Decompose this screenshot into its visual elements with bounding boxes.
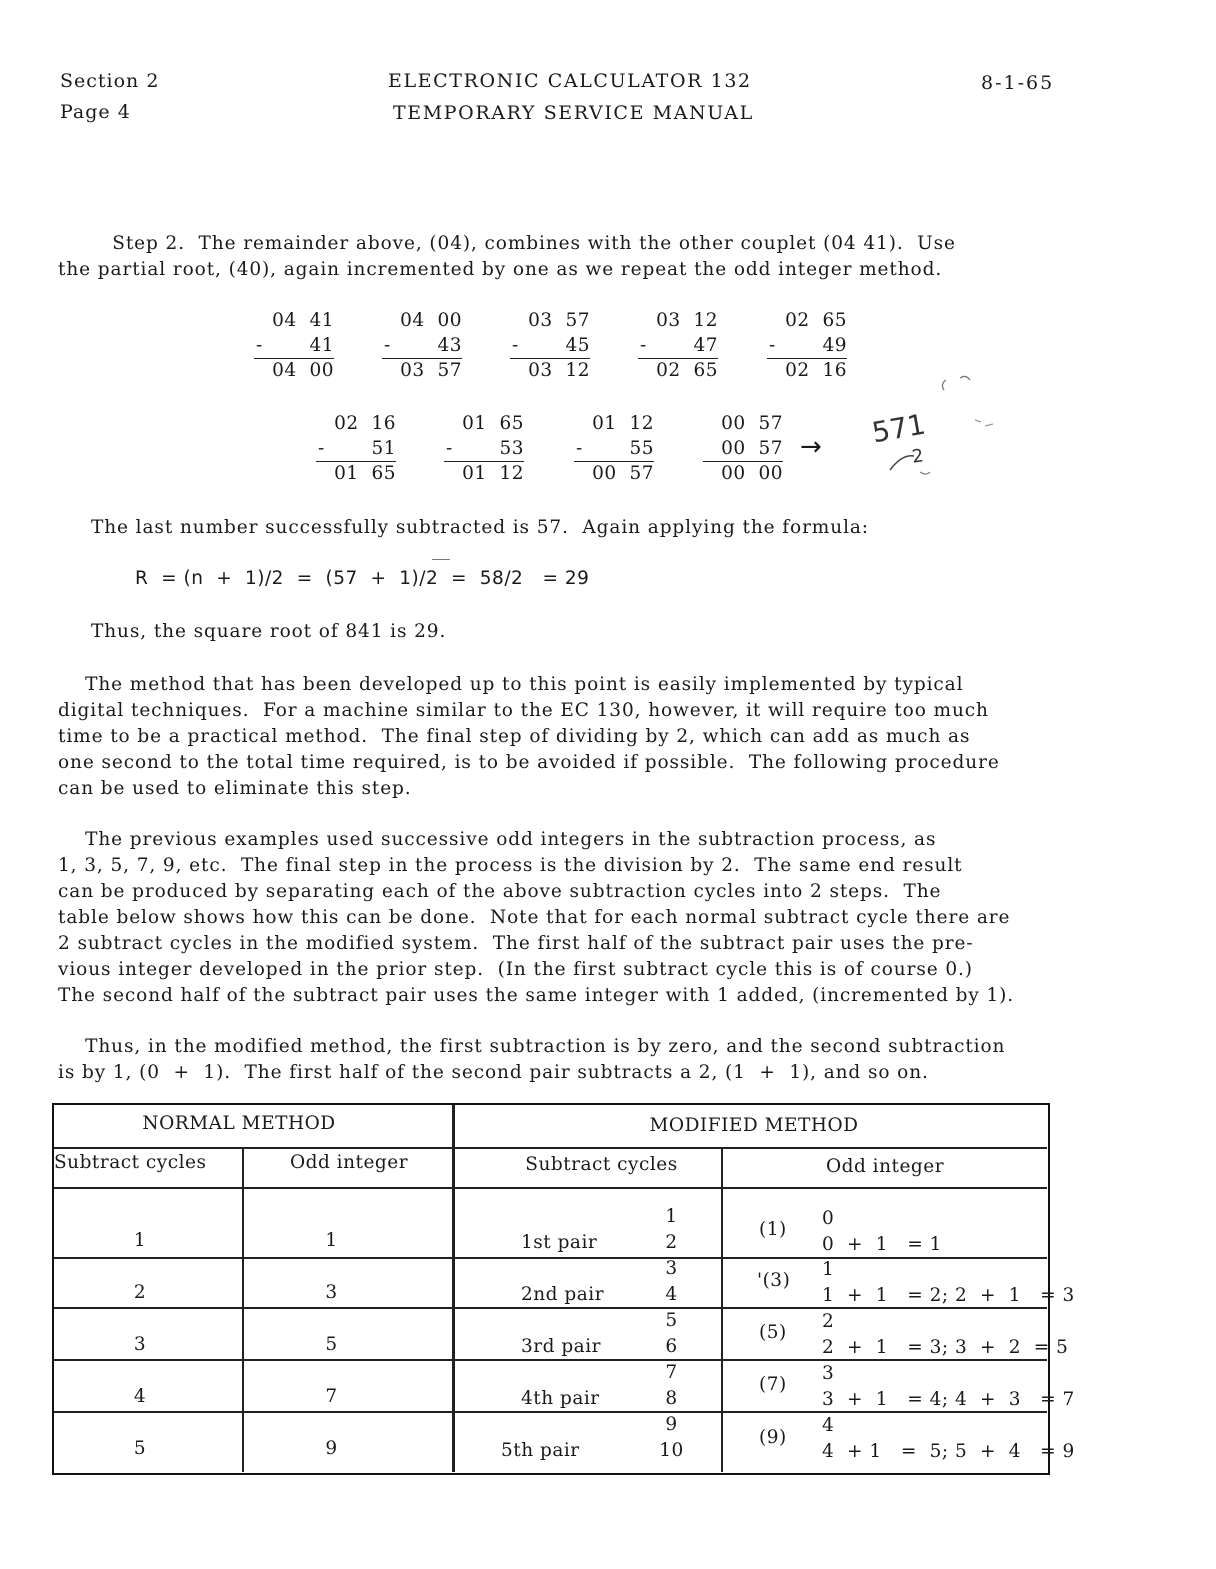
document-date: 8-1-65	[981, 72, 1055, 94]
cell-odd-line2: 4 + 1 = 5; 5 + 4 = 9	[822, 1441, 1075, 1462]
paragraph-line: 2 subtract cycles in the modified system. The first half of the subtract pair uses the pre-	[58, 933, 974, 954]
calc-result: 04 00	[272, 360, 334, 381]
minus-sign: -	[576, 438, 583, 459]
cell-normal-cycle: 1	[133, 1230, 147, 1251]
cell-cycle-number: 7	[665, 1362, 678, 1383]
minus-sign: -	[512, 335, 519, 356]
cell-normal-cycle: 5	[133, 1438, 147, 1459]
method-comparison-table	[52, 1103, 1075, 1475]
minus-sign: -	[769, 335, 776, 356]
handwritten-scribbles	[880, 370, 1000, 490]
calc-subtrahend: 41	[309, 335, 334, 356]
cell-cycle-number: 5	[665, 1310, 678, 1331]
table-divider	[54, 1257, 1047, 1259]
calc-subtrahend: 55	[629, 438, 654, 459]
cell-odd-line1: 1	[822, 1259, 835, 1280]
arrow-icon: →	[800, 432, 822, 462]
handwritten-note-sub: 2	[910, 445, 925, 468]
paragraph-line: vious integer developed in the prior step. (In the first subtract cycle this is of course 0.)	[58, 959, 973, 980]
cell-odd-line2: 2 + 1 = 3; 3 + 2 = 5	[822, 1337, 1069, 1358]
cell-cycle-number: 6	[665, 1336, 678, 1357]
paragraph-line: The second half of the subtract pair uses the same integer with 1 added, (incremented by 1).	[58, 985, 1015, 1006]
cell-pair-label: 4th pair	[521, 1388, 600, 1409]
paragraph-line: can be used to eliminate this step.	[58, 778, 412, 799]
paragraph-line: The method that has been developed up to this point is easily implemented by typical	[58, 674, 964, 695]
cell-odd-line2: 3 + 1 = 4; 4 + 3 = 7	[822, 1389, 1075, 1410]
minus-sign: -	[640, 335, 647, 356]
calc-minuend: 01 65	[462, 413, 524, 434]
calc-result: 02 16	[785, 360, 847, 381]
paragraph-line: can be produced by separating each of the above subtraction cycles into 2 steps. The	[58, 881, 942, 902]
calc-result: 01 65	[334, 463, 396, 484]
table-divider	[242, 1148, 244, 1472]
cell-odd-paren: '(3)	[757, 1270, 791, 1291]
calc-subtrahend: 00 57	[721, 438, 783, 459]
cell-odd-paren: (9)	[759, 1427, 787, 1448]
calc-result: 02 65	[656, 360, 718, 381]
table-divider	[721, 1148, 723, 1472]
cell-cycle-number: 2	[665, 1232, 678, 1253]
cell-cycle-number: 1	[665, 1206, 678, 1227]
modified-method-header: MODIFIED METHOD	[649, 1115, 859, 1136]
calc-minuend: 04 41	[272, 310, 334, 331]
calc-result: 01 12	[462, 463, 524, 484]
section-label: Section 2	[60, 70, 160, 92]
cell-normal-odd: 7	[325, 1386, 338, 1407]
overbar	[432, 559, 450, 560]
paragraph-line: one second to the total time required, is to be avoided if possible. The following procedure	[58, 752, 1000, 773]
col-header-odd-integer: Odd integer	[825, 1156, 945, 1177]
calc-result: 03 12	[528, 360, 590, 381]
cell-normal-odd: 9	[325, 1438, 338, 1459]
minus-sign: -	[256, 335, 263, 356]
cell-odd-line1: 4	[822, 1415, 835, 1436]
table-divider	[54, 1307, 1047, 1309]
paragraph-line: digital techniques. For a machine similar to the EC 130, however, it will require too much	[58, 700, 989, 721]
calc-minuend: 03 12	[656, 310, 718, 331]
cell-odd-line1: 2	[822, 1311, 835, 1332]
normal-method-header: NORMAL METHOD	[142, 1113, 336, 1134]
calc-subtrahend: 45	[565, 335, 590, 356]
cell-cycle-number: 9	[665, 1414, 678, 1435]
cell-pair-label: 5th pair	[501, 1440, 580, 1461]
cell-odd-paren: (7)	[759, 1374, 787, 1395]
table-divider	[54, 1411, 1047, 1413]
calc-minuend: 03 57	[528, 310, 590, 331]
document-subtitle: TEMPORARY SERVICE MANUAL	[393, 102, 754, 124]
cell-cycle-number: 10	[659, 1440, 684, 1461]
cell-pair-label: 3rd pair	[521, 1336, 601, 1357]
calc-subtrahend: 43	[437, 335, 462, 356]
step2-line1: Step 2. The remainder above, (04), combines with the other couplet (04 41). Use	[58, 233, 956, 254]
paragraph-line: is by 1, (0 + 1). The first half of the second pair subtracts a 2, (1 + 1), and so on.	[58, 1062, 929, 1083]
calc-minuend: 02 16	[334, 413, 396, 434]
minus-sign: -	[384, 335, 391, 356]
calc-subtrahend: 49	[822, 335, 847, 356]
table-divider	[54, 1359, 1047, 1361]
conclusion-text: Thus, the square root of 841 is 29.	[91, 621, 447, 642]
calc-subtrahend: 51	[371, 438, 396, 459]
calc-subtrahend: 53	[499, 438, 524, 459]
paragraph-line: table below shows how this can be done. Note that for each normal subtract cycle there are	[58, 907, 1011, 928]
cell-pair-label: 2nd pair	[521, 1284, 605, 1305]
step2-line2: the partial root, (40), again incremented by one as we repeat the odd integer method.	[58, 259, 943, 280]
handwritten-note: 571	[869, 407, 928, 450]
cell-cycle-number: 8	[665, 1388, 678, 1409]
cell-odd-line2: 1 + 1 = 2; 2 + 1 = 3	[822, 1285, 1075, 1306]
cell-normal-cycle: 2	[133, 1282, 147, 1303]
paragraph-line: The previous examples used successive odd integers in the subtraction process, as	[58, 829, 937, 850]
cell-odd-line1: 0	[822, 1208, 835, 1229]
table-divider	[54, 1187, 1047, 1189]
calc-minuend: 04 00	[400, 310, 462, 331]
calc-minuend: 01 12	[592, 413, 654, 434]
cell-pair-label: 1st pair	[521, 1232, 598, 1253]
paragraph-line: Thus, in the modified method, the first subtraction is by zero, and the second subtraction	[58, 1036, 1006, 1057]
col-header-subtract-cycles: Subtract cycles	[525, 1154, 678, 1175]
cell-normal-cycle: 3	[133, 1334, 147, 1355]
table-divider	[54, 1147, 1047, 1149]
cell-odd-line1: 3	[822, 1363, 835, 1384]
last-number-text: The last number successfully subtracted is 57. Again applying the formula:	[91, 517, 869, 538]
paragraph-line: time to be a practical method. The final step of dividing by 2, which can add as much as	[58, 726, 971, 747]
calc-minuend: 02 65	[785, 310, 847, 331]
cell-cycle-number: 4	[665, 1284, 678, 1305]
calc-minuend: 00 57	[721, 413, 783, 434]
calc-result: 03 57	[400, 360, 462, 381]
calc-subtrahend: 47	[693, 335, 718, 356]
calc-result: 00 57	[592, 463, 654, 484]
cell-cycle-number: 3	[665, 1258, 678, 1279]
col-header-odd-integer: Odd integer	[289, 1152, 409, 1173]
calc-result: 00 00	[721, 463, 783, 484]
cell-normal-odd: 3	[325, 1282, 338, 1303]
minus-sign: -	[318, 438, 325, 459]
formula: R = (n + 1)/2 = (57 + 1)/2 = 58/2 = 29	[135, 568, 590, 589]
paragraph-line: 1, 3, 5, 7, 9, etc. The final step in the process is the division by 2. The same end result	[58, 855, 963, 876]
page-label: Page 4	[60, 101, 131, 123]
cell-normal-odd: 1	[325, 1230, 338, 1251]
cell-odd-paren: (1)	[759, 1219, 787, 1240]
cell-normal-odd: 5	[325, 1334, 338, 1355]
document-title: ELECTRONIC CALCULATOR 132	[388, 70, 752, 92]
cell-normal-cycle: 4	[133, 1386, 147, 1407]
col-header-subtract-cycles: Subtract cycles	[54, 1152, 207, 1173]
minus-sign: -	[446, 438, 453, 459]
cell-odd-line2: 0 + 1 = 1	[822, 1234, 942, 1255]
cell-odd-paren: (5)	[759, 1322, 787, 1343]
